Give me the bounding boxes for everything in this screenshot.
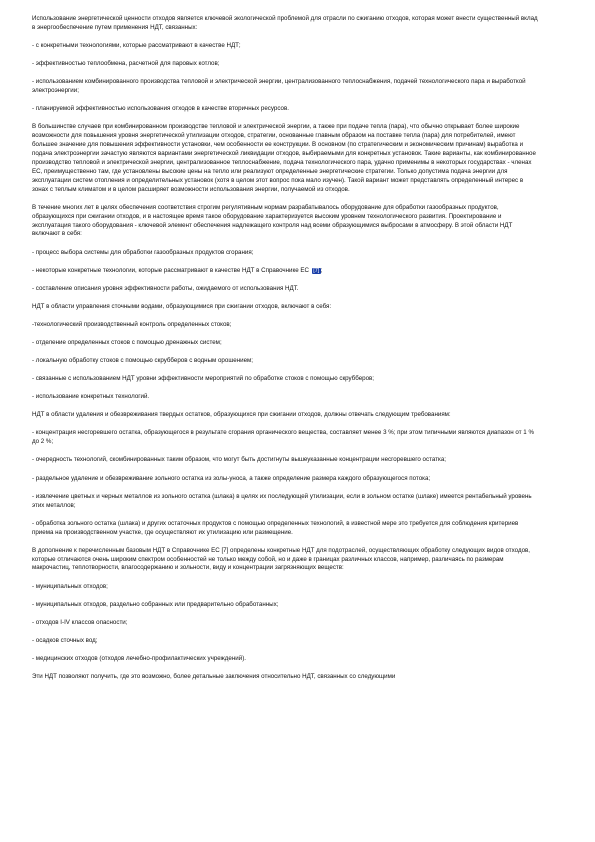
list-item-cogeneration: - использованием комбинированного производства тепловой и электрической энергии, централизованного теплоснабжения, подачей технологического пара и выработкой электроэнергии; [32,78,526,95]
list-item-drainage: - отделение определенных стоков с помощью дренажных систем; [32,339,222,346]
list-item-separated-municipal: - муниципальных отходов, раздельно собранных или предварительно обработанных; [32,600,279,608]
list-item-technologies: - с конкретными технологиями, которые рассматривают в качестве НДТ; [32,42,241,49]
paragraph-wastewater: НДТ в области управления сточными водами, образующимися при сжигании отходов, включают в себя: [32,302,332,310]
paragraph-solid-residues: НДТ в области удаления и обезвреживания твердых остатков, образующихся при сжигании отходов, должны отвечать следующим требованиям: [32,411,451,419]
list-item-eu-reference: - некоторые конкретные технологии, которые рассматривают в качестве НДТ в Справочнике ЕС [7] ; [32,266,323,274]
list-item-technology-sequence: - очередность технологий, скомбинированных таким образом, что могут быть достигнуты вышеуказанные концентрации несгоревшего остатка; [32,456,446,464]
paragraph-gas-treatment: В течение многих лет в целях обеспечения соответствия строгим регулятивным нормам разрабатывалось оборудование для обработки газообразных продуктов, образующихся при сжигании отходов, и в настоящее время такое оборудование характеризуется высоким уровнем технологического развития. Проектирование и эксплуатация такого оборудования - ключевой элемент обеспечения надлежащего контроля над всеми образующимися выбросами в атмосферу. В этой области НДТ включают в себя: [32,203,513,238]
list-item-specific-technologies: - использование конкретных технологий. [32,393,150,401]
list-item-medical-waste: - медицинских отходов (отходов лечебно-профилактических учреждений). [32,654,246,662]
list-item-system-selection: - процесс выбора системы для обработки газообразных продуктов сгорания; [32,248,254,256]
paragraph-closing: Эти НДТ позволяют получить, где это возможно, более детальные заключения относительно НДТ, связанных со следующими [32,673,396,681]
list-item-residue-treatment: - обработка зольного остатка (шлака) и других остаточных продуктов с помощью определенных технологий, в известной мере это требуется для соблюдения критериев приема на производственном участке, где осуществляют их утилизацию или размещение. [32,519,519,536]
list-item-performance-level: - составление описания уровня эффективности работы, ожидаемого от использования НДТ. [32,284,299,292]
list-item-metal-recovery: - извлечение цветных и черных металлов из зольного остатка (шлака) в целях их последующей утилизации, если в зольном остатке (шлаке) имеется рентабельный уровень этих металлов; [32,492,532,509]
list-item-separate-removal: - раздельное удаление и обезвреживание зольного остатка из золы-уноса, а также определение размера каждого образующегося потока; [32,474,431,482]
list-item-waste-efficiency: - планируемой эффективностью использования отходов в качестве вторичных ресурсов. [32,105,289,113]
list-item-municipal-waste: - муниципальных отходов; [32,582,108,590]
list-item-eu-reference-text: - некоторые конкретные технологии, которые рассматривают в качестве НДТ в Справочнике ЕС [32,266,310,274]
list-item-hazard-classes: - отходов I-IV классов опасности; [32,618,128,626]
paragraph-subsector-bat: В дополнение к перечисленным базовым НДТ в Справочнике ЕС [7] определены конкретные НДТ для подотраслей, осуществляющих обработку следующих видов отходов, которые отличаются очень широким спектром особенностей не только между собой, но и даже в границах различных классов, например, различаясь по размерам макрочастиц, теплотворности, влагосодержанию и зольности, виду и концентрации загрязняющих веществ: [32,546,531,572]
reference-link[interactable]: [7] [313,267,320,274]
list-item-sewage-sludge: - осадков сточных вод; [32,636,98,644]
list-item-scrubber-efficiency: - связанные с использованием НДТ уровни эффективности мероприятий по обработке стоков с помощью скрубберов; [32,375,375,383]
paragraph-intro: Использование энергетической ценности отходов является ключевой экологической проблемой для отрасли по сжиганию отходов, которая может внести существенный вклад в энергообеспечение путем применения НДТ, связанных: [32,15,538,31]
paragraph-energy-strategies: В большинстве случаев при комбинированном производстве тепловой и электрической энергии, а также при подаче тепла (пара), что обычно открывает более широкие возможности для повышения уровня энергетической утилизации отходов, стратегии, основанные главным образом на поставке тепла (пара) для потребителей, имеют большее значение для повышения эффективности установки, чем особенности ее конструкции. В основном (по стратегическим и экономическим причинам) выработка и подача электроэнергии зачастую являются вариантами энергетической ликвидации отходов, выбираемыми для конкретных установок. Такие варианты, как комбинированное производство тепловой и электрической энергии, централизованное теплоснабжение, подача технологического пара, удачно применимы в некоторых государствах - членах ЕС, преимущественно там, где установлены высокие цены на тепло или реализуют определенные энергетические стратегии. Только допустима подача энергии для эксплуатации систем отопления и определительных установок (хотя в целом этот вопрос пока мало изучен). Такой вариант может представлять определенный интерес в зонах с теплым климатом и в целом расширяет возможности использования энергии, получаемой из отходов. [32,123,536,193]
list-item-unburnt-residue: - концентрация несгоревшего остатка, образующегося в результате сгорания органического вещества, составляет менее 3 %; при этом типичными являются диапазон от 1 % до 2 %; [32,429,534,446]
list-item-process-control: -технологический производственный контроль определенных стоков; [32,320,232,328]
list-item-heat-exchange: - эффективностью теплообмена, расчетной для паровых котлов; [32,60,220,68]
list-item-scrubbers: - локальную обработку стоков с помощью скрубберов с водным орошением; [32,357,254,365]
